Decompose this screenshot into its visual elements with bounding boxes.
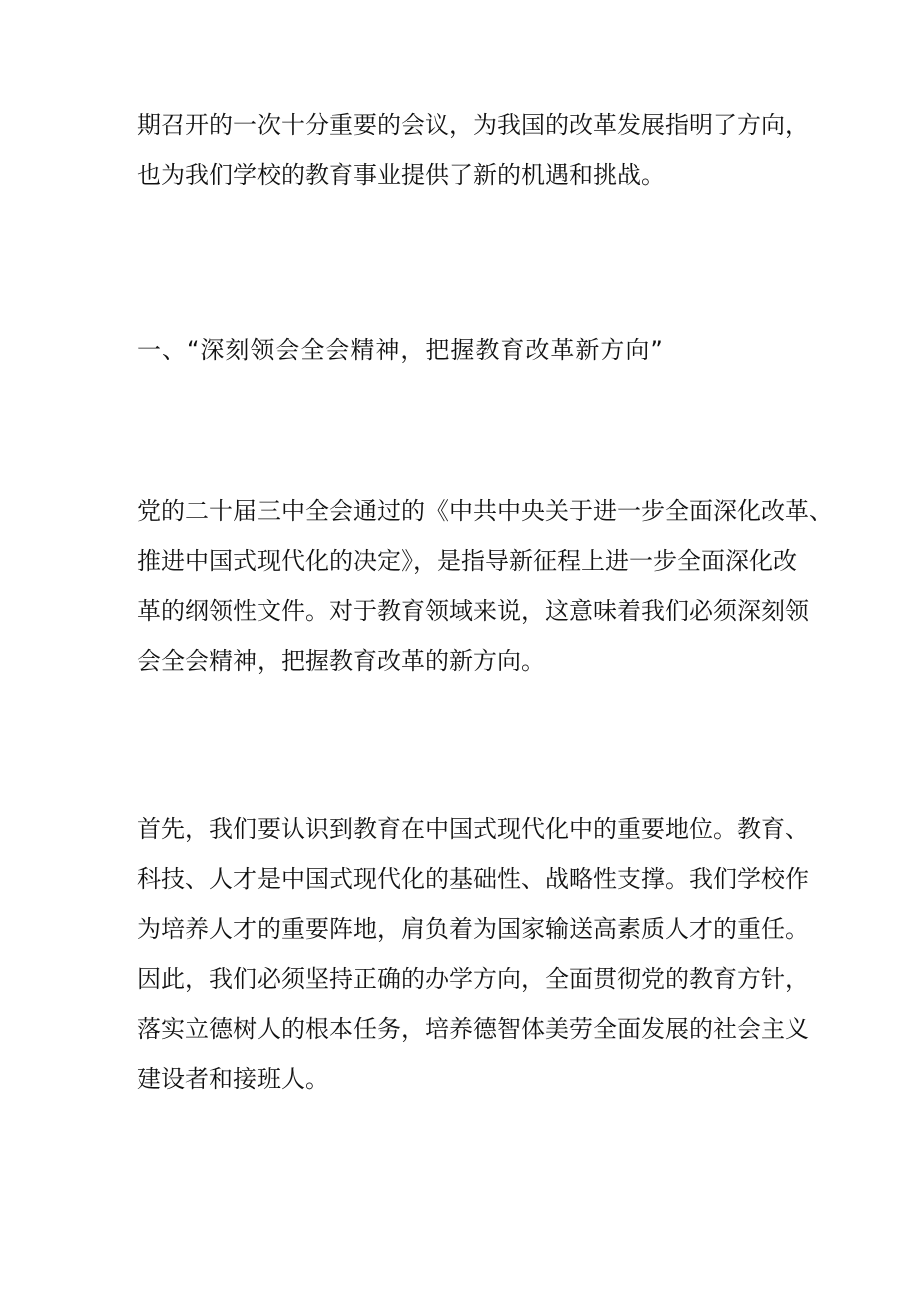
text-line: 为培养人才的重要阵地，肩负着为国家输送高素质人才的重任。 [137,915,809,943]
text-line: 建设者和接班人。 [137,1065,329,1093]
text-line: 首先，我们要认识到教育在中国式现代化中的重要地位。教育、 [137,815,809,843]
text-line: 因此，我们必须坚持正确的办学方向，全面贯彻党的教育方针， [137,965,809,993]
text-line: 推进中国式现代化的决定》，是指导新征程上进一步全面深化改 [137,547,797,575]
text-line: 期召开的一次十分重要的会议，为我国的改革发展指明了方向， [137,111,809,139]
text-line: 革的纲领性文件。对于教育领域来说，这意味着我们必须深刻领 [137,597,809,625]
text-line: 也为我们学校的教育事业提供了新的机遇和挑战。 [137,161,665,189]
text-line: 会全会精神，把握教育改革的新方向。 [137,647,545,675]
text-line: 党的二十届三中全会通过的《中共中央关于进一步全面深化改革、 [137,497,833,525]
text-line: 落实立德树人的根本任务，培养德智体美劳全面发展的社会主义 [137,1015,809,1043]
text-line: 科技、人才是中国式现代化的基础性、战略性支撑。我们学校作 [137,865,809,893]
section-heading: 一、“深刻领会全会精神，把握教育改革新方向” [137,336,664,364]
